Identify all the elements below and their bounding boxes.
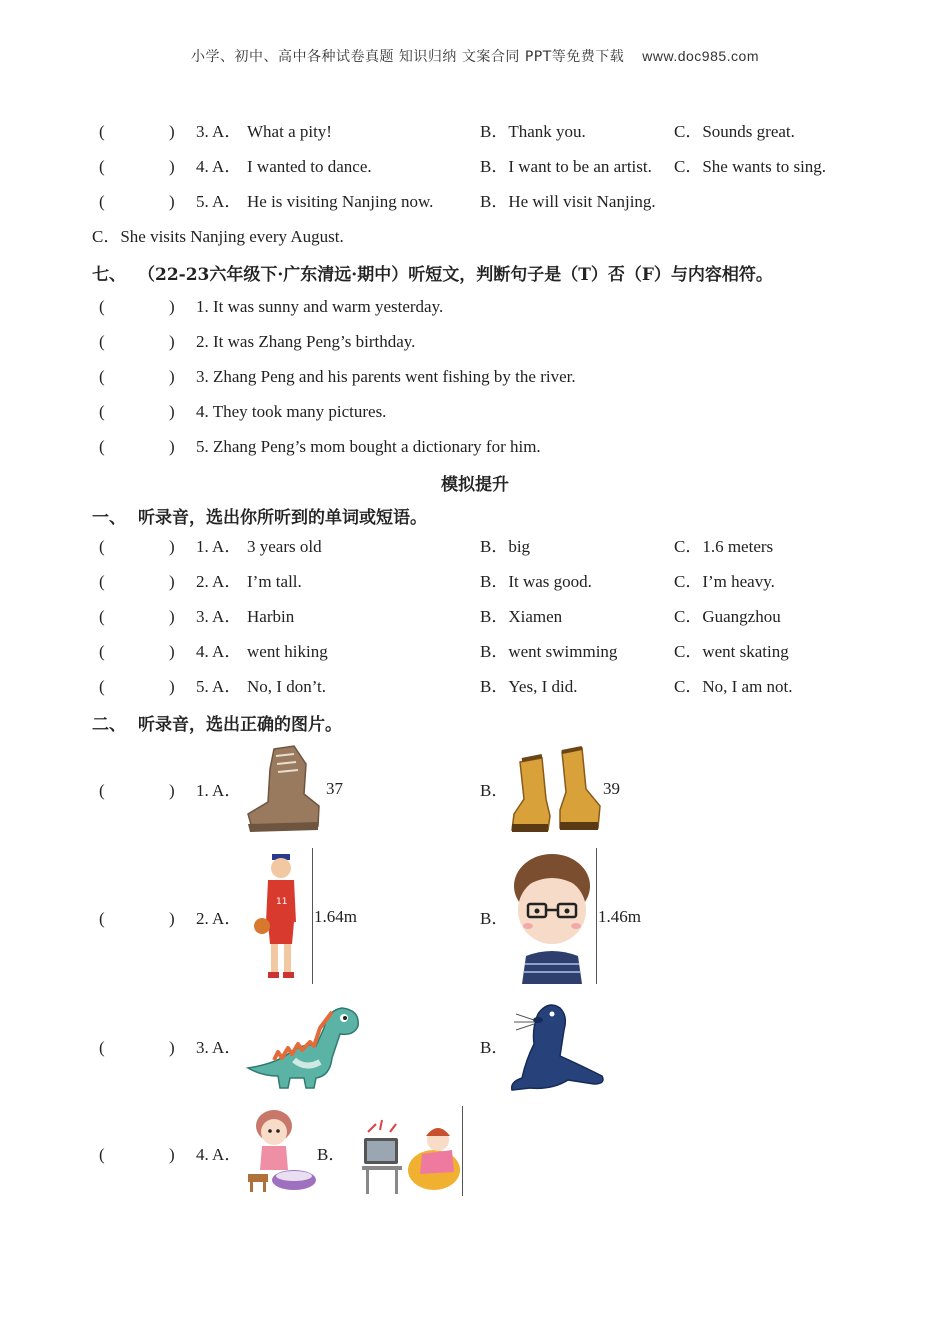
question-number: 5. A．: [196, 192, 242, 211]
option-a: Harbin: [247, 607, 295, 626]
option-a: What a pity!: [247, 122, 332, 141]
answer-paren-right: ): [169, 781, 175, 800]
answer-paren-left: (: [99, 642, 105, 661]
answer-paren-right: ): [169, 607, 175, 626]
answer-paren-left: (: [99, 332, 105, 351]
answer-paren-left: (: [99, 572, 105, 591]
answer-paren-right: ): [169, 909, 175, 928]
svg-text:11: 11: [276, 897, 288, 907]
question-number: 1. A．: [196, 537, 242, 556]
image-border-line: [462, 1106, 463, 1196]
section-heading-1: [92, 503, 427, 528]
question-number: 1. A．: [196, 781, 242, 800]
question-number: 3. A．: [196, 607, 242, 626]
answer-paren-left: (: [99, 677, 105, 696]
option-c-wrapped: C．She visits Nanjing every August.: [92, 227, 344, 246]
tf-statement: 4. They took many pictures.: [196, 402, 387, 421]
option-c: C．Guangzhou: [674, 607, 781, 626]
tf-statement: 2. It was Zhang Peng’s birthday.: [196, 332, 416, 351]
section-index: 二、: [92, 715, 126, 735]
header-text: 小学、初中、高中各种试卷真题 知识归纳 文案合同 PPT等免费下载: [190, 49, 625, 65]
question-number: 2. A．: [196, 572, 242, 591]
option-c: C．She wants to sing.: [674, 157, 827, 176]
tf-statement: 1. It was sunny and warm yesterday.: [196, 297, 444, 316]
option-b-label: B．: [317, 1145, 346, 1164]
option-c: C．I’m heavy.: [674, 572, 775, 591]
answer-paren-right: ): [169, 537, 175, 556]
answer-paren-left: (: [99, 367, 105, 386]
option-c: C．No, I am not.: [674, 677, 793, 696]
section-heading-2: [92, 710, 342, 735]
answer-paren-right: ): [169, 367, 175, 386]
work-boots-image: [510, 744, 602, 834]
option-b: B．went swimming: [480, 642, 618, 661]
question-number: 3. A．: [196, 1038, 242, 1057]
answer-paren-left: (: [99, 192, 105, 211]
answer-paren-left: (: [99, 157, 105, 176]
option-b-label: B．: [480, 1038, 509, 1057]
answer-paren-right: ): [169, 297, 175, 316]
answer-paren-left: (: [99, 781, 105, 800]
answer-paren-left: (: [99, 437, 105, 456]
answer-paren-right: ): [169, 192, 175, 211]
answer-paren-right: ): [169, 332, 175, 351]
option-b: B．Xiamen: [480, 607, 563, 626]
boy-with-glasses-image: [508, 850, 596, 984]
boot-size-a: 37: [326, 779, 343, 798]
answer-paren-left: (: [99, 607, 105, 626]
answer-paren-left: (: [99, 537, 105, 556]
seal-image: [508, 1000, 608, 1092]
option-c: C．went skating: [674, 642, 789, 661]
option-b: B．I want to be an artist.: [480, 157, 652, 176]
image-border-line: [596, 848, 597, 984]
option-b-label: B．: [480, 781, 509, 800]
option-b: B．big: [480, 537, 531, 556]
answer-paren-left: (: [99, 122, 105, 141]
section-index: 七、: [92, 265, 126, 285]
dinosaur-image: [244, 998, 362, 1092]
tf-statement: 3. Zhang Peng and his parents went fishing by the river.: [196, 367, 576, 386]
section-title: 听录音，选出正确的图片。: [138, 715, 342, 735]
section-title: 听录音，选出你所听到的单词或短语。: [138, 508, 427, 528]
height-b: 1.46m: [598, 907, 641, 926]
tf-statement: 5. Zhang Peng’s mom bought a dictionary for him.: [196, 437, 541, 456]
option-b: B．He will visit Nanjing.: [480, 192, 656, 211]
option-b: B．It was good.: [480, 572, 592, 591]
answer-paren-left: (: [99, 297, 105, 316]
answer-paren-left: (: [99, 402, 105, 421]
section-heading-7: [92, 260, 773, 285]
answer-paren-right: ): [169, 572, 175, 591]
option-c: C．Sounds great.: [674, 122, 795, 141]
question-number: 2. A．: [196, 909, 242, 928]
girl-washing-clothes-image: [246, 1106, 318, 1194]
center-title: 模拟提升: [441, 475, 509, 495]
image-border-line: [312, 848, 313, 984]
basketball-player-image: [248, 848, 312, 984]
option-b: B．Thank you.: [480, 122, 586, 141]
worn-boot-image: [244, 744, 324, 834]
option-a: I wanted to dance.: [247, 157, 372, 176]
answer-paren-left: (: [99, 1038, 105, 1057]
answer-paren-right: ): [169, 157, 175, 176]
header-site: www.doc985.com: [642, 48, 759, 64]
answer-paren-right: ): [169, 1038, 175, 1057]
page-header: [0, 46, 950, 66]
answer-paren-right: ): [169, 402, 175, 421]
question-number: 3. A．: [196, 122, 242, 141]
option-c: C．1.6 meters: [674, 537, 774, 556]
height-a: 1.64m: [314, 907, 357, 926]
answer-paren-right: ): [169, 122, 175, 141]
section-title: （22-23六年级下·广东清远·期中）听短文，判断句子是（T）否（F）与内容相符。: [138, 265, 773, 285]
option-a: No, I don’t.: [247, 677, 327, 696]
option-a: went hiking: [247, 642, 328, 661]
question-number: 4. A．: [196, 1145, 242, 1164]
answer-paren-right: ): [169, 437, 175, 456]
section-index: 一、: [92, 508, 126, 528]
question-number: 4. A．: [196, 157, 242, 176]
boot-size-b: 39: [603, 779, 620, 798]
option-a: He is visiting Nanjing now.: [247, 192, 434, 211]
question-number: 4. A．: [196, 642, 242, 661]
answer-paren-left: (: [99, 1145, 105, 1164]
option-a: I’m tall.: [247, 572, 302, 591]
option-b-label: B．: [480, 909, 509, 928]
girl-watching-tv-image: [362, 1110, 462, 1196]
answer-paren-right: ): [169, 1145, 175, 1164]
option-a: 3 years old: [247, 537, 322, 556]
question-number: 5. A．: [196, 677, 242, 696]
option-b: B．Yes, I did.: [480, 677, 578, 696]
answer-paren-right: ): [169, 677, 175, 696]
answer-paren-left: (: [99, 909, 105, 928]
answer-paren-right: ): [169, 642, 175, 661]
